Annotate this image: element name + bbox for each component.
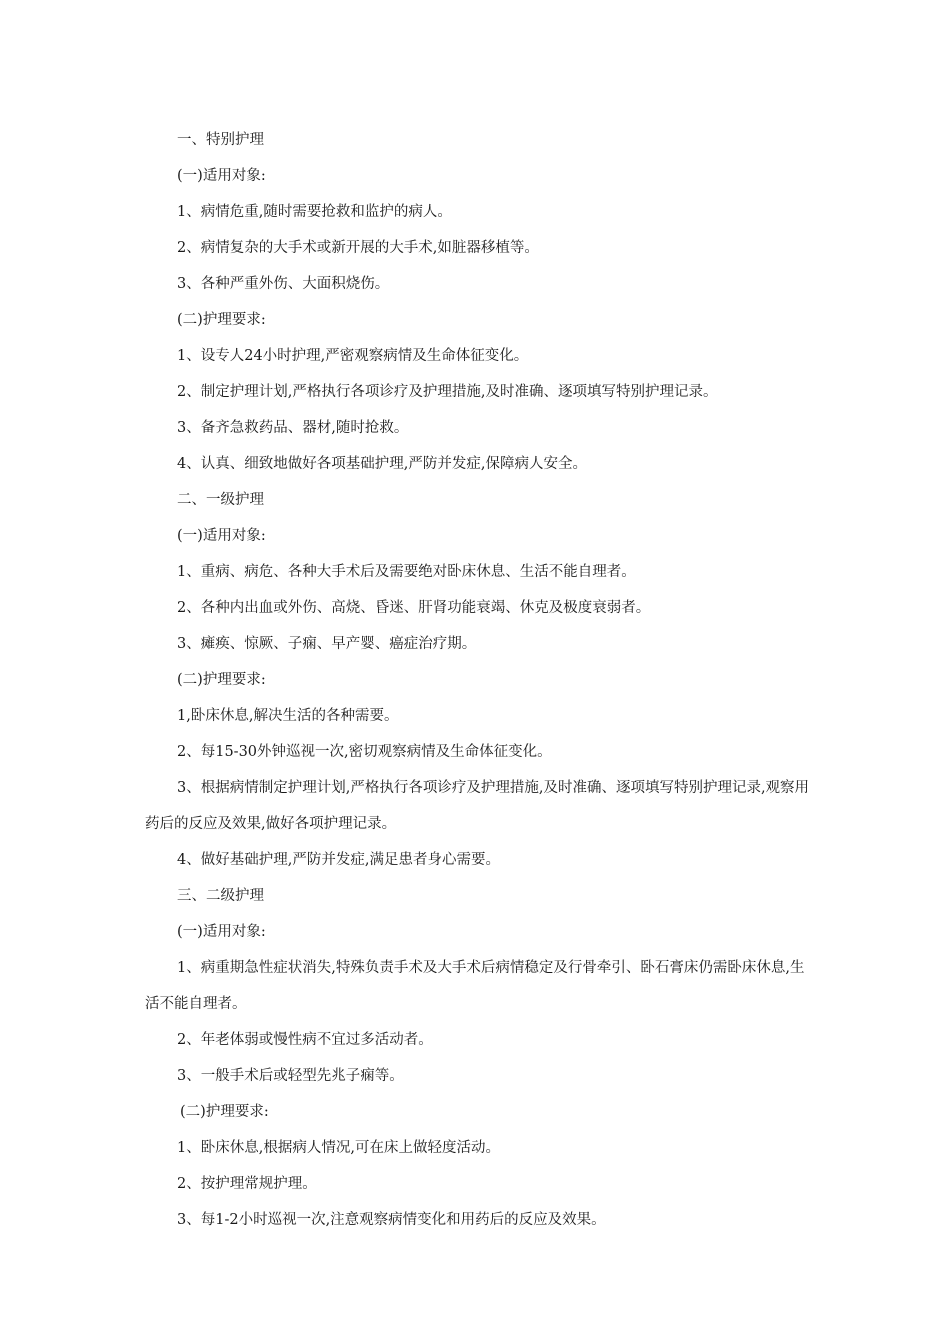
list-item: 4、做好基础护理,严防并发症,满足患者身心需要。	[177, 852, 500, 868]
section-heading-special-care: 一、特别护理	[177, 132, 264, 148]
list-item: 2、按护理常规护理。	[177, 1176, 317, 1192]
subheading-applicable-objects: (一)适用对象:	[177, 924, 266, 940]
list-item: 2、制定护理计划,严格执行各项诊疗及护理措施,及时准确、逐项填写特别护理记录。	[177, 384, 718, 400]
list-item: 4、认真、细致地做好各项基础护理,严防并发症,保障病人安全。	[177, 456, 587, 472]
subheading-care-requirements: (二)护理要求:	[177, 312, 266, 328]
list-item: 2、年老体弱或慢性病不宜过多活动者。	[177, 1032, 433, 1048]
subheading-applicable-objects: (一)适用对象:	[177, 168, 266, 184]
list-item: 2、每15-30外钟巡视一次,密切观察病情及生命体征变化。	[177, 744, 552, 760]
list-item: 2、病情复杂的大手术或新开展的大手术,如脏器移植等。	[177, 240, 539, 256]
list-item: 1、病重期急性症状消失,特殊负责手术及大手术后病情稳定及行骨牵引、卧石膏床仍需卧床休息,生活不能自理者。	[145, 960, 805, 1012]
section-heading-level-one-care: 二、一级护理	[177, 492, 264, 508]
subheading-care-requirements: (二)护理要求:	[177, 672, 266, 688]
list-item: 1、重病、病危、各种大手术后及需要绝对卧床休息、生活不能自理者。	[177, 564, 636, 580]
list-item: 1,卧床休息,解决生活的各种需要。	[177, 708, 399, 724]
section-heading-level-two-care: 三、二级护理	[177, 888, 264, 904]
list-item: 3、根据病情制定护理计划,严格执行各项诊疗及护理措施,及时准确、逐项填写特别护理记录,观察用药后的反应及效果,做好各项护理记录。	[145, 780, 810, 832]
list-item: 2、各种内出血或外伤、高烧、昏迷、肝肾功能衰竭、休克及极度衰弱者。	[177, 600, 651, 616]
list-item: 3、备齐急救药品、器材,随时抢救。	[177, 420, 409, 436]
list-item: 1、卧床休息,根据病人情况,可在床上做轻度活动。	[177, 1140, 500, 1156]
list-item: 3、一般手术后或轻型先兆子痫等。	[177, 1068, 404, 1084]
list-item: 1、设专人24小时护理,严密观察病情及生命体征变化。	[177, 348, 529, 364]
list-item: 3、每1-2小时巡视一次,注意观察病情变化和用药后的反应及效果。	[177, 1212, 606, 1228]
list-item: 3、瘫痪、惊厥、子痫、早产婴、癌症治疗期。	[177, 636, 477, 652]
list-item: 3、各种严重外伤、大面积烧伤。	[177, 276, 390, 292]
document-page	[145, 122, 810, 1238]
subheading-applicable-objects: (一)适用对象:	[177, 528, 266, 544]
subheading-care-requirements: (二)护理要求:	[180, 1104, 269, 1120]
list-item: 1、病情危重,随时需要抢救和监护的病人。	[177, 204, 452, 220]
